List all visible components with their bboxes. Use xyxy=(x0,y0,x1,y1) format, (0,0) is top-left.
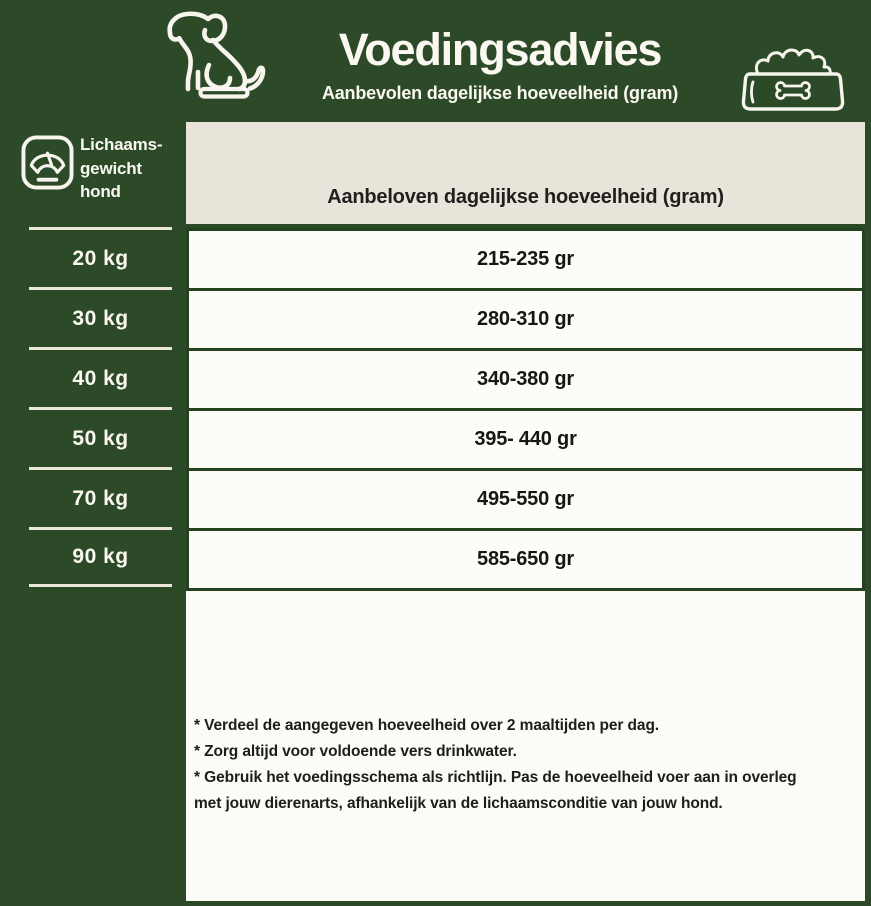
weight-column-label-line2: gewicht xyxy=(80,158,142,178)
weight-column-label-line3: hond xyxy=(80,182,121,201)
amount-column-header: Aanbeloven dagelijkse hoeveelheid (gram) xyxy=(186,122,865,224)
weight-item-90kg: 90 kg xyxy=(29,527,172,587)
dog-food-bowl-icon xyxy=(740,46,846,112)
table-row-50kg: 395- 440 gr xyxy=(189,411,862,471)
note-line: met jouw dierenarts, afhankelijk van de lichaamsconditie van jouw hond. xyxy=(194,795,723,812)
table-row-20kg: 215-235 gr xyxy=(189,231,862,291)
amount-panel xyxy=(186,122,865,901)
weight-list xyxy=(29,227,172,587)
weight-scale-icon xyxy=(21,135,74,190)
note-line: * Zorg altijd voor voldoende vers drinkwater. xyxy=(194,743,517,760)
amount-table xyxy=(186,228,865,591)
table-row-90kg: 585-650 gr xyxy=(477,548,574,570)
table-row-70kg: 495-550 gr xyxy=(189,471,862,531)
weight-column-label xyxy=(80,133,162,204)
page-title: Voedingsadvies xyxy=(338,24,662,75)
table-row-30kg: 280-310 gr xyxy=(189,291,862,351)
weight-item-30kg: 30 kg xyxy=(29,287,172,347)
note-line: * Verdeel de aangegeven hoeveelheid over 2 maaltijden per dag. xyxy=(194,717,660,734)
weight-item-50kg: 50 kg xyxy=(29,407,172,467)
page-subtitle: Aanbevolen dagelijkse hoeveelheid (gram) xyxy=(321,83,679,103)
weight-item-40kg: 40 kg xyxy=(29,347,172,407)
header xyxy=(230,25,770,104)
weight-column-label-line1: Lichaams- xyxy=(80,135,163,154)
notes-panel xyxy=(186,591,865,901)
note-line: * Gebruik het voedingsschema als richtlijn. Pas de hoeveelheid voer aan in overleg xyxy=(194,769,797,786)
weight-item-20kg: 20 kg xyxy=(29,227,172,287)
weight-item-70kg: 70 kg xyxy=(29,467,172,527)
table-row-40kg: 340-380 gr xyxy=(189,351,862,411)
